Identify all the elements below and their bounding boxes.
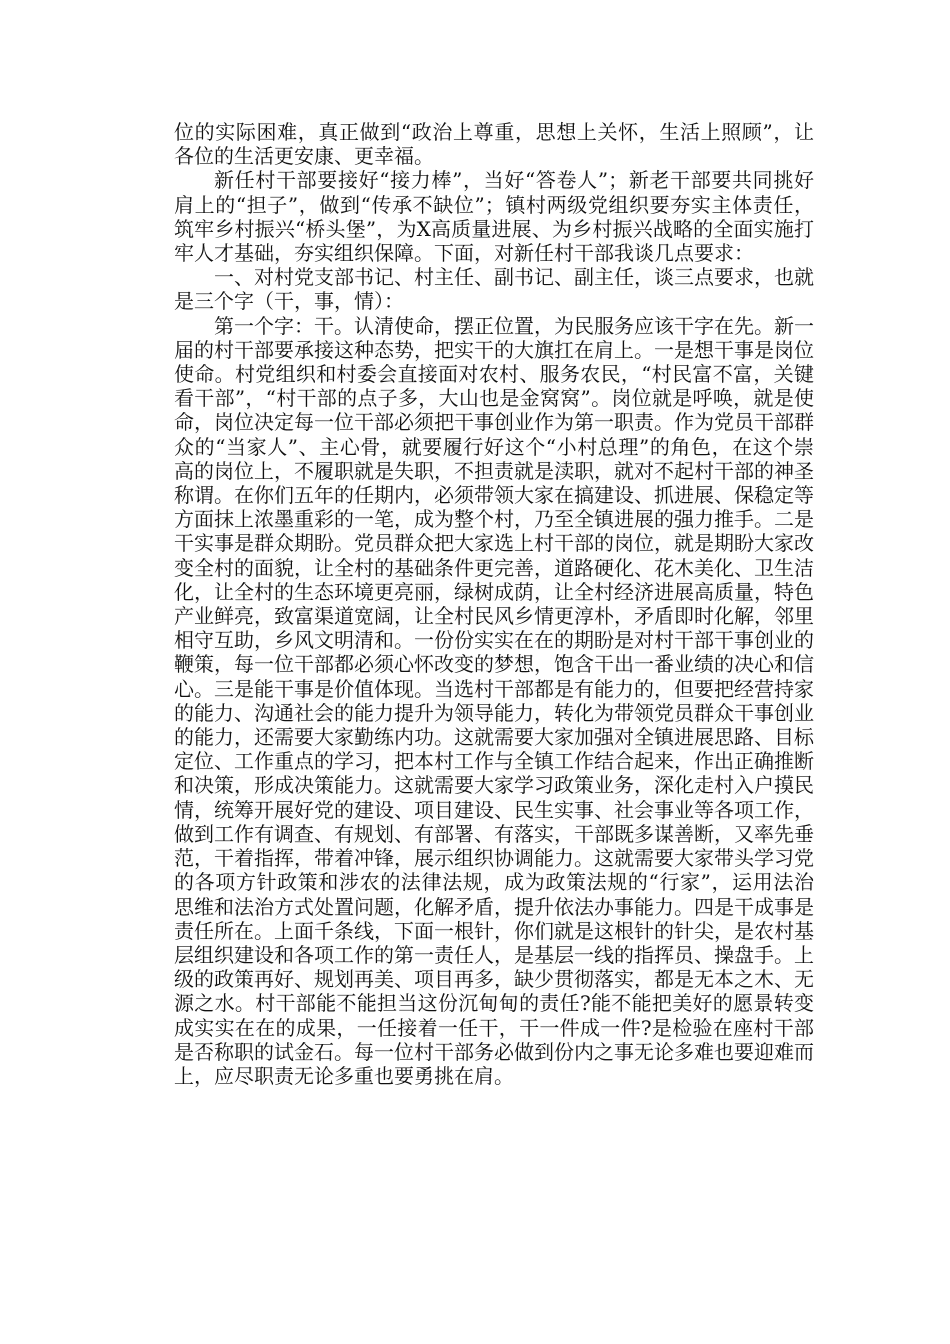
document-body	[174, 120, 814, 1088]
paragraph-intro: 新任村干部要接好“接力棒”，当好“答卷人”；新老干部要共同挑好肩上的“担子”，做到“传承不缺位”；镇村两级党组织要夯实主体责任，筑牢乡村振兴“桥头堡”，为X高质量进展、为乡村振兴战略的全面实施打牢人才基础，夯实组织保障。下面，对新任村干部我谈几点要求：	[174, 168, 814, 266]
paragraph-continuation: 位的实际困难，真正做到“政治上尊重，思想上关怀，生活上照顾”，让各位的生活更安康、更幸福。	[174, 120, 814, 169]
paragraph-first-character: 第一个字：干。认清使命，摆正位置，为民服务应该干字在先。新一届的村干部要承接这种态势，把实干的大旗扛在肩上。一是想干事是岗位使命。村党组织和村委会直接面对农村、服务农民，“村民富不富，关键看干部”，“村干部的点子多，大山也是金窝窝”。岗位就是呼唤，就是使命，岗位决定每一位干部必须把干事创业作为第一职责。作为党员干部群众的“当家人”、主心骨，就要履行好这个“小村总理”的角色，在这个崇高的岗位上，不履职就是失职，不担责就是渎职，就对不起村干部的神圣称谓。在你们五年的任期内，必须带领大家在搞建设、抓进展、保稳定等方面抹上浓墨重彩的一笔，成为整个村，乃至全镇进展的强力推手。二是干实事是群众期盼。党员群众把大家选上村干部的岗位，就是期盼大家改变全村的面貌，让全村的基础条件更完善，道路硬化、花木美化、卫生洁化，让全村的生态环境更亮丽，绿树成荫，让全村经济进展高质量，特色产业鲜亮，致富渠道宽阔，让全村民风乡情更淳朴，矛盾即时化解，邻里相守互助，乡风文明清和。一份份实实在在的期盼是对村干部干事创业的鞭策，每一位干部都必须心怀改变的梦想，饱含干出一番业绩的决心和信心。三是能干事是价值体现。当选村干部都是有能力的，但要把经营持家的能力、沟通社会的能力提升为领导能力，转化为带领党员群众干事创业的能力，还需要大家勤练内功。这就需要大家加强对全镇进展思路、目标定位、工作重点的学习，把本村工作与全镇工作结合起来，作出正确推断和决策，形成决策能力。这就需要大家学习政策业务，深化走村入户摸民情，统筹开展好党的建设、项目建设、民生实事、社会事业等各项工作，做到工作有调查、有规划、有部署、有落实，干部既多谋善断，又率先垂范，干着指挥，带着冲锋，展示组织协调能力。这就需要大家带头学习党的各项方针政策和涉农的法律法规，成为政策法规的“行家”，运用法治思维和法治方式处置问题，化解矛盾，提升依法办事能力。四是干成事是责任所在。上面千条线，下面一根针，你们就是这根针的针尖，是农村基层组织建设和各项工作的第一责任人，是基层一线的指挥员、操盘手。上级的政策再好、规划再美、项目再多，缺少贯彻落实，都是无本之木、无源之水。村干部能不能担当这份沉甸甸的责任?能不能把美好的愿景转变成实实在在的成果，一任接着一任干，干一件成一件?是检验在座村干部是否称职的试金石。每一位村干部务必做到份内之事无论多难也要迎难而上，应尽职责无论多重也要勇挑在肩。	[174, 313, 814, 1088]
paragraph-section-heading: 一、对村党支部书记、村主任、副书记、副主任，谈三点要求，也就是三个字（干，事，情）：	[174, 265, 814, 314]
